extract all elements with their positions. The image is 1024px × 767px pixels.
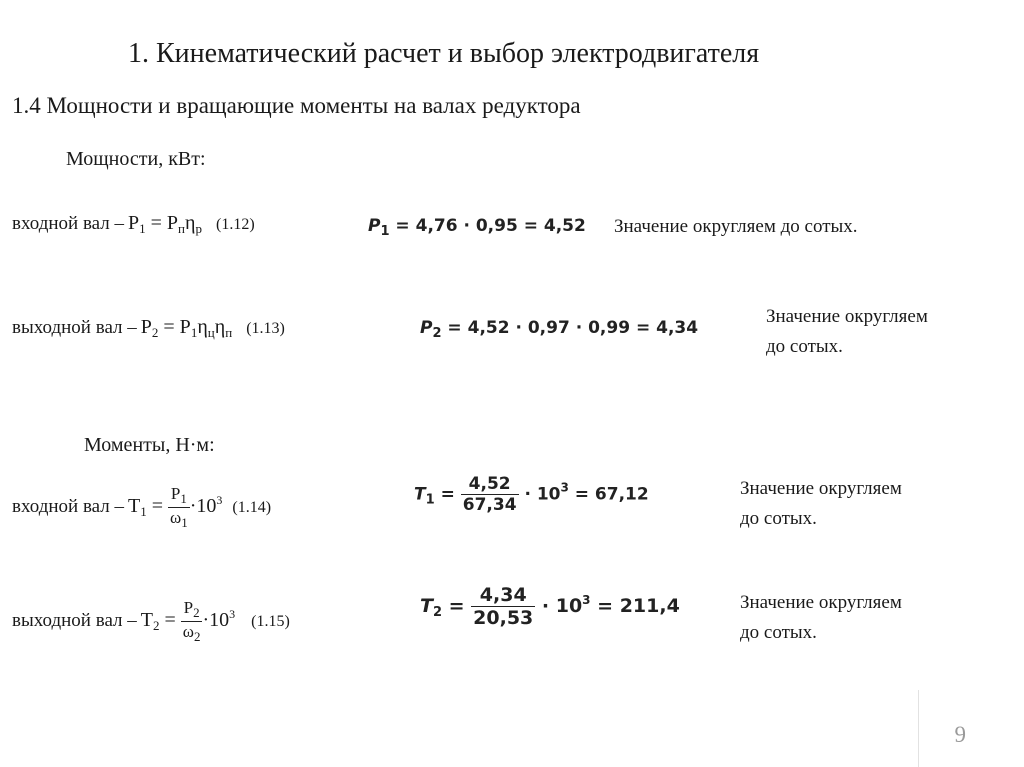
note-line: до сотых.	[766, 336, 843, 357]
fraction-denominator: 67,34	[462, 495, 517, 515]
equation-number: (1.14)	[232, 499, 272, 517]
output-shaft-moment-formula	[12, 598, 290, 645]
page-number: 9	[954, 722, 966, 747]
fraction-denominator: 20,53	[473, 607, 534, 629]
input-power-note: Значение округляем до сотых.	[614, 216, 858, 237]
input-power-values: 4,76 · 0,95 = 4,52	[415, 216, 586, 236]
input-shaft-power-formula	[12, 212, 255, 237]
output-moment-calculation: $T_2$ = $\frac{4,34}{20,53}$ · $10^3 = 211,4$	[420, 584, 680, 629]
moments-heading: Моменты, Н·м:	[84, 434, 215, 456]
equation-number: (1.13)	[246, 320, 285, 337]
input-moment-note	[740, 474, 902, 534]
input-moment-calculation: $T_1$ = $\frac{4,52}{67,34}$ · $10^3 = 67,12$	[414, 474, 649, 515]
equation-number: (1.12)	[215, 216, 255, 233]
output-shaft-label: выходной вал –	[12, 317, 137, 338]
power-formula-1-12: $P_1 = P_п\eta_р$	[128, 212, 202, 236]
output-moment-result: = 211,4	[597, 595, 680, 617]
moment-formula-1-14: $T_1$ = $\frac{P_1}{\omega_1}$ $\cdot 10^3$	[128, 484, 223, 530]
output-power-values: 4,52 · 0,97 · 0,99 = 4,34	[467, 318, 699, 338]
page-divider	[918, 690, 919, 767]
output-power-calculation: $P_2 = 4,52 \cdot 0,97 \cdot 0,99 = 4,34$	[420, 318, 699, 341]
fraction-numerator: 4,34	[471, 584, 535, 607]
input-shaft-label: входной вал –	[12, 213, 125, 234]
input-shaft-label: входной вал –	[12, 496, 125, 518]
moment-formula-1-15: $T_2$ = $\frac{P_2}{\omega_2}$ $\cdot 10^3$	[140, 598, 236, 644]
note-line: до сотых.	[740, 622, 817, 643]
output-moment-note	[740, 588, 902, 648]
slide-title: 1. Кинематический расчет и выбор электродвигателя	[128, 38, 760, 69]
note-line: до сотых.	[740, 508, 817, 529]
output-power-note	[766, 302, 928, 362]
note-line: Значение округляем	[766, 306, 928, 327]
input-moment-result: = 67,12	[574, 484, 649, 505]
note-line: Значение округляем	[740, 478, 902, 499]
input-power-calculation: $P_1 = 4,76 \cdot 0,95 = 4,52$	[368, 216, 586, 239]
equation-number: (1.15)	[251, 613, 290, 631]
power-formula-1-13: $P_2 = P_1\eta_ц\eta_п$	[140, 316, 233, 340]
output-shaft-power-formula	[12, 316, 285, 341]
output-shaft-label: выходной вал –	[12, 610, 137, 632]
fraction-numerator: 4,52	[461, 474, 519, 495]
input-shaft-moment-formula	[12, 484, 271, 531]
section-subtitle: 1.4 Мощности и вращающие моменты на валах редуктора	[12, 93, 581, 118]
powers-heading: Мощности, кВт:	[66, 148, 206, 170]
note-line: Значение округляем	[740, 592, 902, 613]
